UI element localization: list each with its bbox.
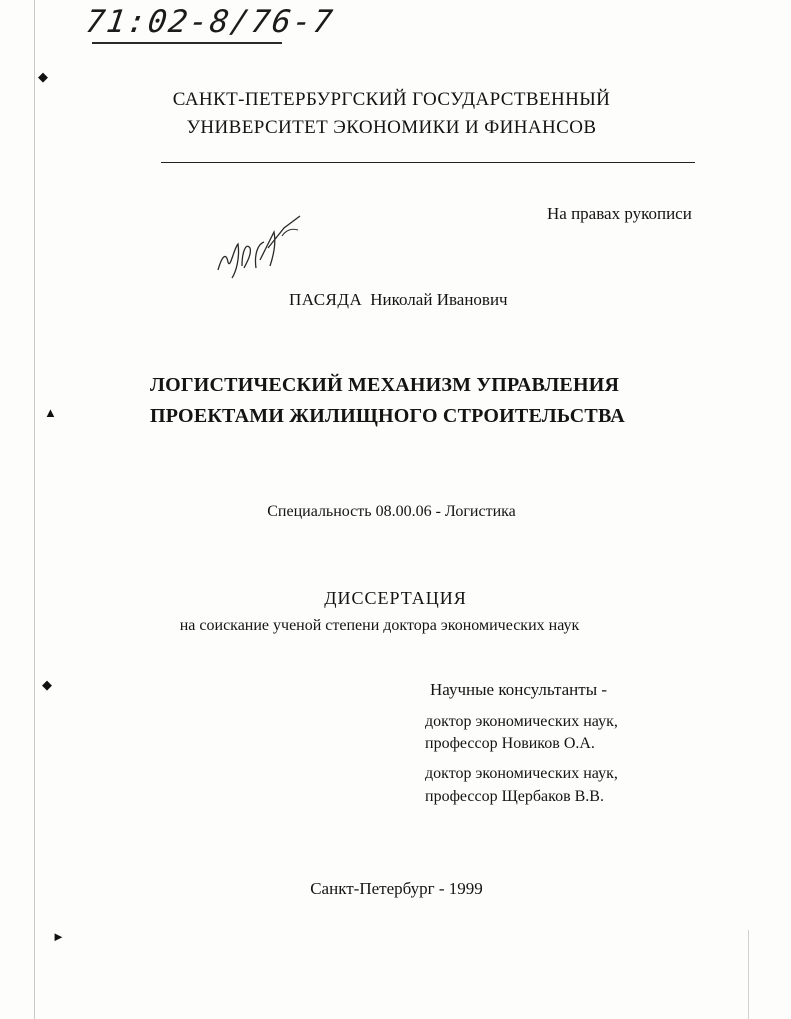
dissertation-subtitle: на соискание ученой степени доктора экономических наук xyxy=(179,617,580,634)
author-name xyxy=(289,290,508,310)
university-name-line-1: САНКТ-ПЕТЕРБУРГСКИЙ ГОСУДАРСТВЕННЫЙ xyxy=(172,89,611,110)
handwritten-signature xyxy=(212,208,312,288)
consultants-heading: Научные консультанты - xyxy=(430,680,608,699)
thesis-title-line-2: ПРОЕКТАМИ ЖИЛИЩНОГО СТРОИТЕЛЬСТВА xyxy=(150,405,625,427)
punch-hole-mark: ◆ xyxy=(38,69,48,84)
scan-edge-line xyxy=(748,930,749,1019)
consultant-1-degree: доктор экономических наук, xyxy=(425,713,618,730)
consultant-2-name: профессор Щербаков В.В. xyxy=(425,788,604,805)
header-divider xyxy=(161,162,695,163)
place-and-year: Санкт-Петербург - 1999 xyxy=(310,879,483,898)
archive-code-underline xyxy=(92,42,282,44)
punch-hole-mark: ▲ xyxy=(44,405,57,420)
archive-code: 71:02-8/76-7 xyxy=(83,4,337,40)
punch-hole-mark: ► xyxy=(52,929,65,944)
manuscript-rights: На правах рукописи xyxy=(547,204,692,223)
consultant-1-name: профессор Новиков О.А. xyxy=(425,735,595,752)
thesis-title-line-1: ЛОГИСТИЧЕСКИЙ МЕХАНИЗМ УПРАВЛЕНИЯ xyxy=(150,374,620,396)
university-name-line-2: УНИВЕРСИТЕТ ЭКОНОМИКИ И ФИНАНСОВ xyxy=(186,117,597,138)
dissertation-heading: ДИССЕРТАЦИЯ xyxy=(324,588,467,608)
specialty: Специальность 08.00.06 - Логистика xyxy=(267,503,516,520)
author-given-names: Николай Иванович xyxy=(370,290,508,309)
author-surname: ПАСЯДА xyxy=(289,290,363,309)
punch-hole-mark: ◆ xyxy=(42,677,52,692)
consultant-2-degree: доктор экономических наук, xyxy=(425,765,618,782)
